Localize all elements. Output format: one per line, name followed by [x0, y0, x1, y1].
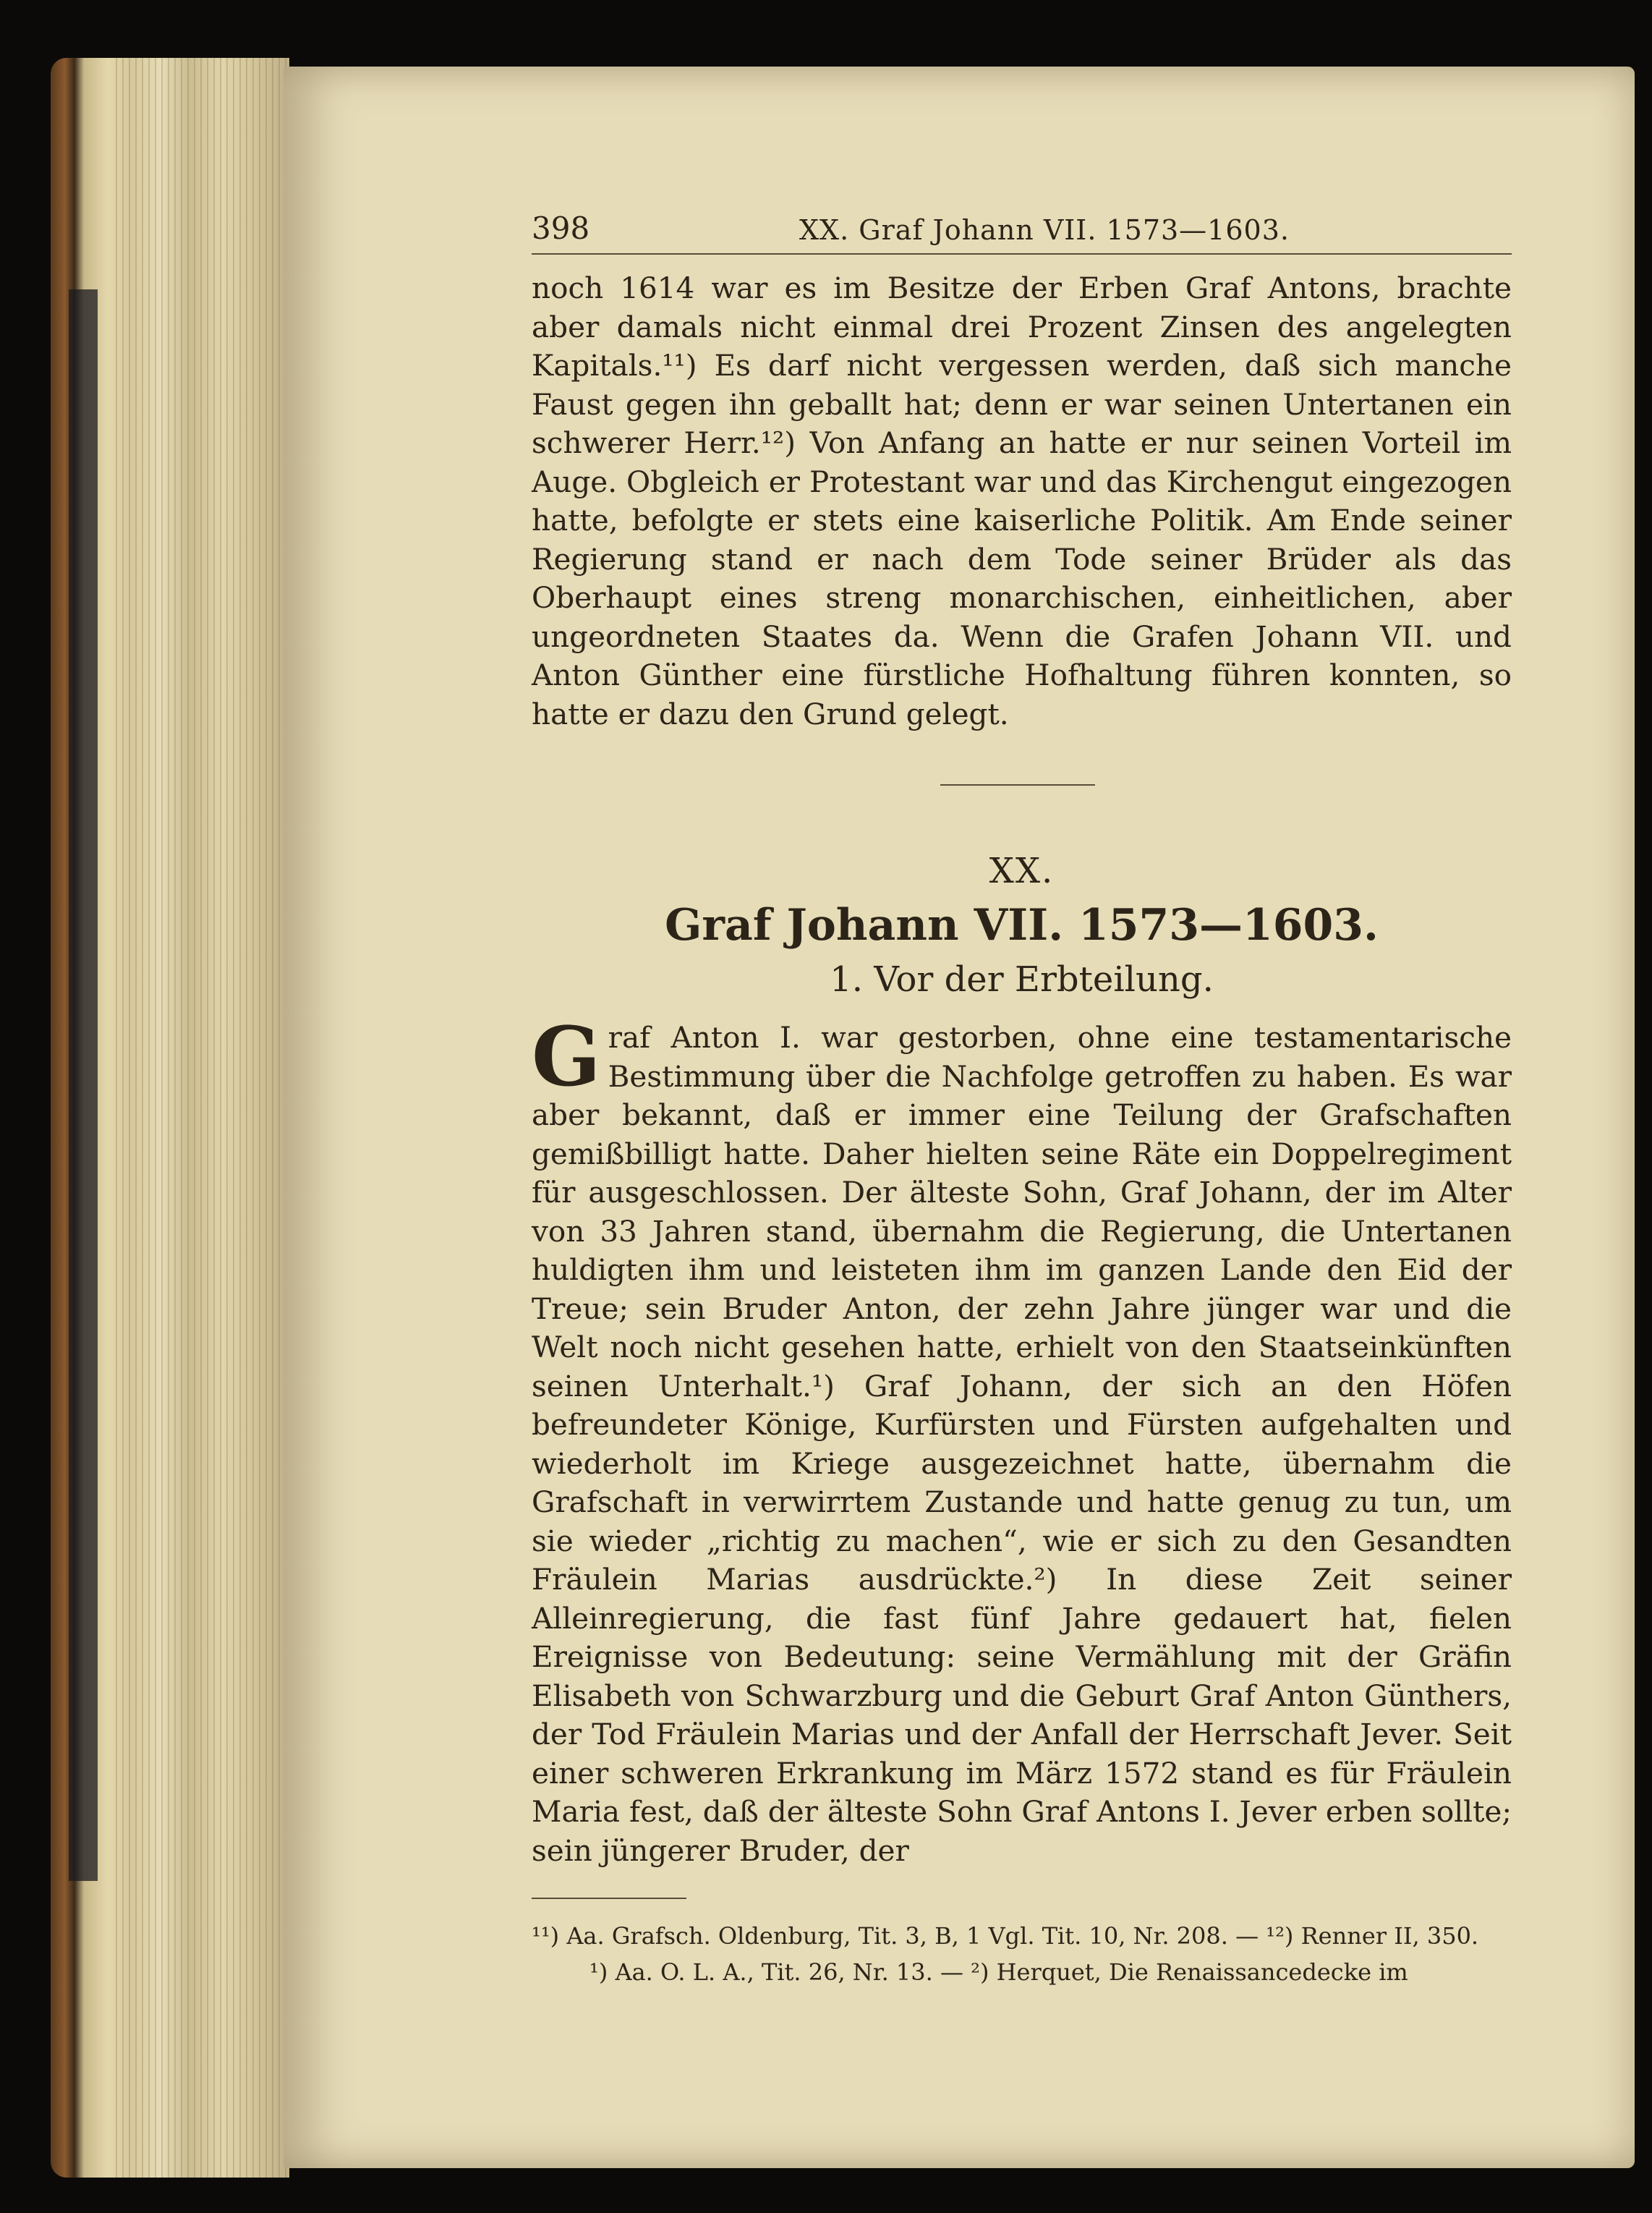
- chapter-title: Graf Johann VII. 1573—1603.: [665, 900, 1379, 951]
- section-divider: [940, 784, 1095, 786]
- paragraph-opening-text: raf Anton I. war gestorben, ohne eine testamentarische Bestimmung über die Nachfolge getroffen zu haben. Es war aber bekannt, daß er immer eine Teilung der Grafschaften gemißbilligt hatte. Daher hielten seine Räte ein Doppelregiment für ausgeschlossen. Der älteste Sohn, Graf Johann, der im Alter von 33 Jahren stand, übernahm die Regierung, die Untertanen huldigten ihm und leisteten ihm im ganzen Lande den Eid der Treue; sein Bruder Anton, der zehn Jahre jünger war und die Welt noch nicht gesehen hatte, erhielt von den Staatseinkünften seinen Unterhalt.¹) Graf Johann, der sich an den Höfen befreundeter Könige, Kurfürsten und Fürsten aufgehalten und wiederholt im Kriege ausgezeichnet hatte, übernahm die Grafschaft in verwirrtem Zustande und hatte genug zu tun, um sie wieder „richtig zu machen“, wie er sich zu den Gesandten Fräulein Marias ausdrückte.²) In diese Zeit seiner Alleinregierung, die fast fünf Jahre gedauert hat, fielen Ereignisse von Bedeutung: seine Vermählung mit der Gräfin Elisabeth von Schwarzburg und die Geburt Graf Anton Günthers, der Tod Fräulein Marias und der Anfall der Herrschaft Jever. Seit einer schweren Erkrankung im März 1572 stand es für Fräulein Maria fest, daß der älteste Sohn Graf Antons I. Jever erben sollte; sein jüngerer Bruder, der: [532, 1020, 1512, 1868]
- section-title: 1. Vor der Erbteilung.: [830, 959, 1214, 1000]
- paragraph-opening: [532, 1010, 1512, 1870]
- running-head-title: XX. Graf Johann VII. 1573—1603.: [799, 214, 1290, 246]
- chapter-number: XX.: [989, 851, 1055, 891]
- footnote-line-2: ¹) Aa. O. L. A., Tit. 26, Nr. 13. — ²) Herquet, Die Renaissancedecke im: [589, 1958, 1408, 1986]
- page-content: [532, 210, 1512, 1990]
- spine-shadow: [69, 289, 98, 1881]
- footnote-line-1: ¹¹) Aa. Grafsch. Oldenburg, Tit. 3, B, 1 Vgl. Tit. 10, Nr. 208. — ¹²) Renner II, 350.: [532, 1922, 1479, 1950]
- page-number: 398: [532, 211, 590, 246]
- paragraph-continued: noch 1614 war es im Besitze der Erben Graf Antons, brachte aber damals nicht einmal drei Prozent Zinsen des angelegten Kapitals.¹¹) Es darf nicht vergessen werden, daß sich manche Faust gegen ihn geballt hat; denn er war seinen Untertanen ein schwerer Herr.¹²) Von Anfang an hatte er nur seinen Vorteil im Auge. Obgleich er Protestant war und das Kirchengut eingezogen hatte, befolgte er stets eine kaiserliche Politik. Am Ende seiner Regierung stand er nach dem Tode seiner Brüder als das Oberhaupt eines streng monarchischen, einheitlichen, aber ungeordneten Staates da. Wenn die Grafen Johann VII. und Anton Günther eine fürstliche Hofhaltung führen konnten, so hatte er dazu den Grund gelegt.: [532, 271, 1512, 731]
- drop-cap: G: [532, 1010, 601, 1105]
- footnote-rule: [532, 1898, 686, 1899]
- running-head: [532, 210, 1512, 255]
